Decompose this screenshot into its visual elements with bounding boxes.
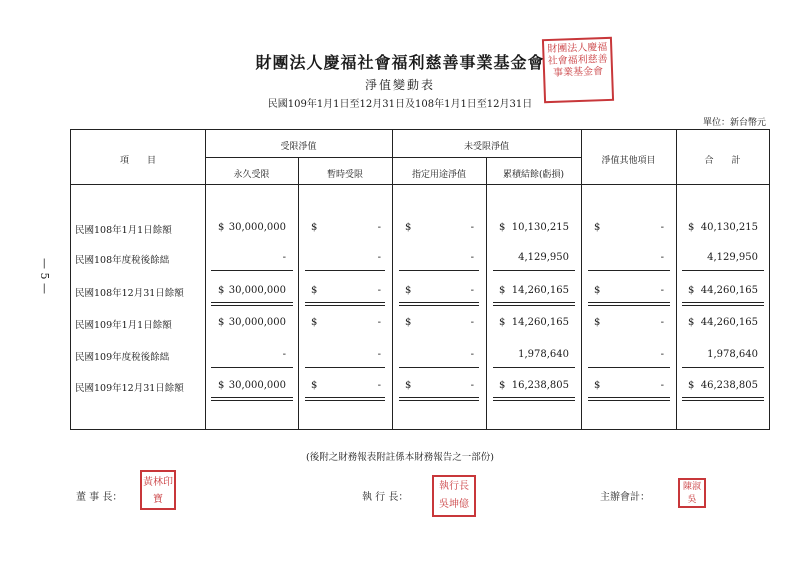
cell-designated: - [470, 252, 474, 263]
cell-other: - [660, 317, 664, 328]
currency-symbol: $ [311, 380, 318, 391]
currency-symbol: $ [499, 317, 506, 328]
net-worth-table [70, 129, 770, 430]
total-double-underline [211, 302, 293, 306]
currency-symbol: $ [594, 380, 601, 391]
currency-symbol: $ [218, 380, 225, 391]
cell-other: - [660, 349, 664, 360]
currency-symbol: $ [499, 285, 506, 296]
currency-symbol: $ [594, 317, 601, 328]
header-item: 項 目 [119, 156, 156, 166]
cell-other: - [660, 380, 664, 391]
company-seal: 財團法人慶福社會福利慈善事業基金會 [542, 37, 614, 103]
currency-symbol: $ [311, 285, 318, 296]
row-label: 民國108年度稅後餘絀 [75, 255, 170, 266]
row-label: 民國109年1月1日餘額 [75, 320, 172, 331]
currency-symbol: $ [218, 317, 225, 328]
header-total: 合 計 [704, 156, 741, 166]
cell-total: 1,978,640 [707, 349, 758, 360]
accountant-seal: 陳淑吳 [678, 478, 706, 508]
cell-temporary: - [377, 317, 381, 328]
subtotal-underline [588, 367, 670, 368]
cell-temporary: - [377, 252, 381, 263]
cell-designated: - [470, 317, 474, 328]
currency-symbol: $ [405, 285, 412, 296]
row-label: 民國109年12月31日餘額 [75, 383, 184, 394]
cell-accumulated: 4,129,950 [518, 252, 569, 263]
cell-total: 44,260,165 [700, 285, 758, 296]
total-double-underline [399, 397, 479, 401]
cell-accumulated: 14,260,165 [511, 317, 569, 328]
header-restricted: 受限淨值 [280, 142, 317, 152]
cell-total: 40,130,215 [700, 222, 758, 233]
page-number: — 5 — [38, 258, 51, 294]
row-label: 民國108年1月1日餘額 [75, 225, 172, 236]
subtotal-underline [211, 270, 293, 271]
total-double-underline [399, 302, 479, 306]
subtotal-underline [588, 270, 670, 271]
currency-symbol: $ [688, 380, 695, 391]
currency-symbol: $ [218, 285, 225, 296]
cell-other: - [660, 285, 664, 296]
cell-temporary: - [377, 349, 381, 360]
row-divider [71, 184, 769, 185]
total-double-underline [305, 397, 385, 401]
currency-symbol: $ [688, 317, 695, 328]
subtotal-underline [305, 367, 385, 368]
cell-total: 44,260,165 [700, 317, 758, 328]
cell-accumulated: 10,130,215 [511, 222, 569, 233]
subtotal-underline [211, 367, 293, 368]
subtotal-underline [682, 367, 764, 368]
org-name: 財團法人慶福社會福利慈善事業基金會 [255, 53, 545, 72]
cell-permanent: 30,000,000 [228, 317, 286, 328]
total-double-underline [211, 397, 293, 401]
header-temporary: 暫時受限 [326, 170, 363, 180]
col-divider [581, 130, 582, 429]
cell-permanent: 30,000,000 [228, 380, 286, 391]
row-label: 民國109年度稅後餘絀 [75, 352, 170, 363]
total-double-underline [682, 397, 764, 401]
subtotal-underline [399, 270, 479, 271]
footnote: (後附之財務報表附註係本財務報告之一部份) [306, 452, 494, 463]
currency-symbol: $ [499, 222, 506, 233]
chairman-label: 董 事 長： [76, 492, 123, 503]
currency-symbol: $ [311, 222, 318, 233]
accountant-label: 主辦會計： [600, 492, 650, 503]
subtotal-underline [399, 367, 479, 368]
cell-temporary: - [377, 380, 381, 391]
header-designated: 指定用途淨值 [411, 170, 466, 180]
currency-symbol: $ [594, 222, 601, 233]
subtotal-underline [682, 270, 764, 271]
cell-designated: - [470, 285, 474, 296]
cell-total: 46,238,805 [700, 380, 758, 391]
unit-label: 單位：新台幣元 [702, 118, 766, 128]
ceo-label: 執 行 長： [362, 492, 409, 503]
header-accumulated: 累積結餘(虧損) [502, 170, 565, 180]
cell-accumulated: 1,978,640 [518, 349, 569, 360]
currency-symbol: $ [405, 380, 412, 391]
cell-accumulated: 16,238,805 [511, 380, 569, 391]
currency-symbol: $ [311, 317, 318, 328]
header-unrestricted: 未受限淨值 [463, 142, 509, 152]
currency-symbol: $ [405, 222, 412, 233]
subtotal-underline [493, 367, 575, 368]
chairman-seal: 黃林印寶 [140, 470, 176, 510]
total-double-underline [493, 397, 575, 401]
header-other: 淨值其他項目 [601, 156, 656, 166]
cell-accumulated: 14,260,165 [511, 285, 569, 296]
col-divider [298, 157, 299, 429]
col-divider [676, 130, 677, 429]
cell-designated: - [470, 349, 474, 360]
cell-total: 4,129,950 [707, 252, 758, 263]
row-divider [205, 157, 581, 158]
total-double-underline [588, 397, 670, 401]
total-double-underline [305, 302, 385, 306]
cell-temporary: - [377, 222, 381, 233]
cell-permanent: - [282, 349, 286, 360]
row-label: 民國108年12月31日餘額 [75, 288, 184, 299]
total-double-underline [493, 302, 575, 306]
cell-temporary: - [377, 285, 381, 296]
total-double-underline [682, 302, 764, 306]
period: 民國109年1月1日至12月31日及108年1月1日至12月31日 [267, 99, 533, 110]
currency-symbol: $ [594, 285, 601, 296]
cell-other: - [660, 252, 664, 263]
currency-symbol: $ [688, 285, 695, 296]
total-double-underline [588, 302, 670, 306]
cell-designated: - [470, 380, 474, 391]
subtotal-underline [305, 270, 385, 271]
currency-symbol: $ [688, 222, 695, 233]
col-divider [486, 157, 487, 429]
cell-permanent: 30,000,000 [228, 222, 286, 233]
cell-permanent: 30,000,000 [228, 285, 286, 296]
cell-designated: - [470, 222, 474, 233]
currency-symbol: $ [405, 317, 412, 328]
currency-symbol: $ [499, 380, 506, 391]
cell-permanent: - [282, 252, 286, 263]
subtotal-underline [493, 270, 575, 271]
ceo-seal: 執行長吳坤億 [432, 475, 476, 517]
statement-title: 淨值變動表 [364, 78, 435, 92]
header-permanent: 永久受限 [233, 170, 270, 180]
cell-other: - [660, 222, 664, 233]
currency-symbol: $ [218, 222, 225, 233]
